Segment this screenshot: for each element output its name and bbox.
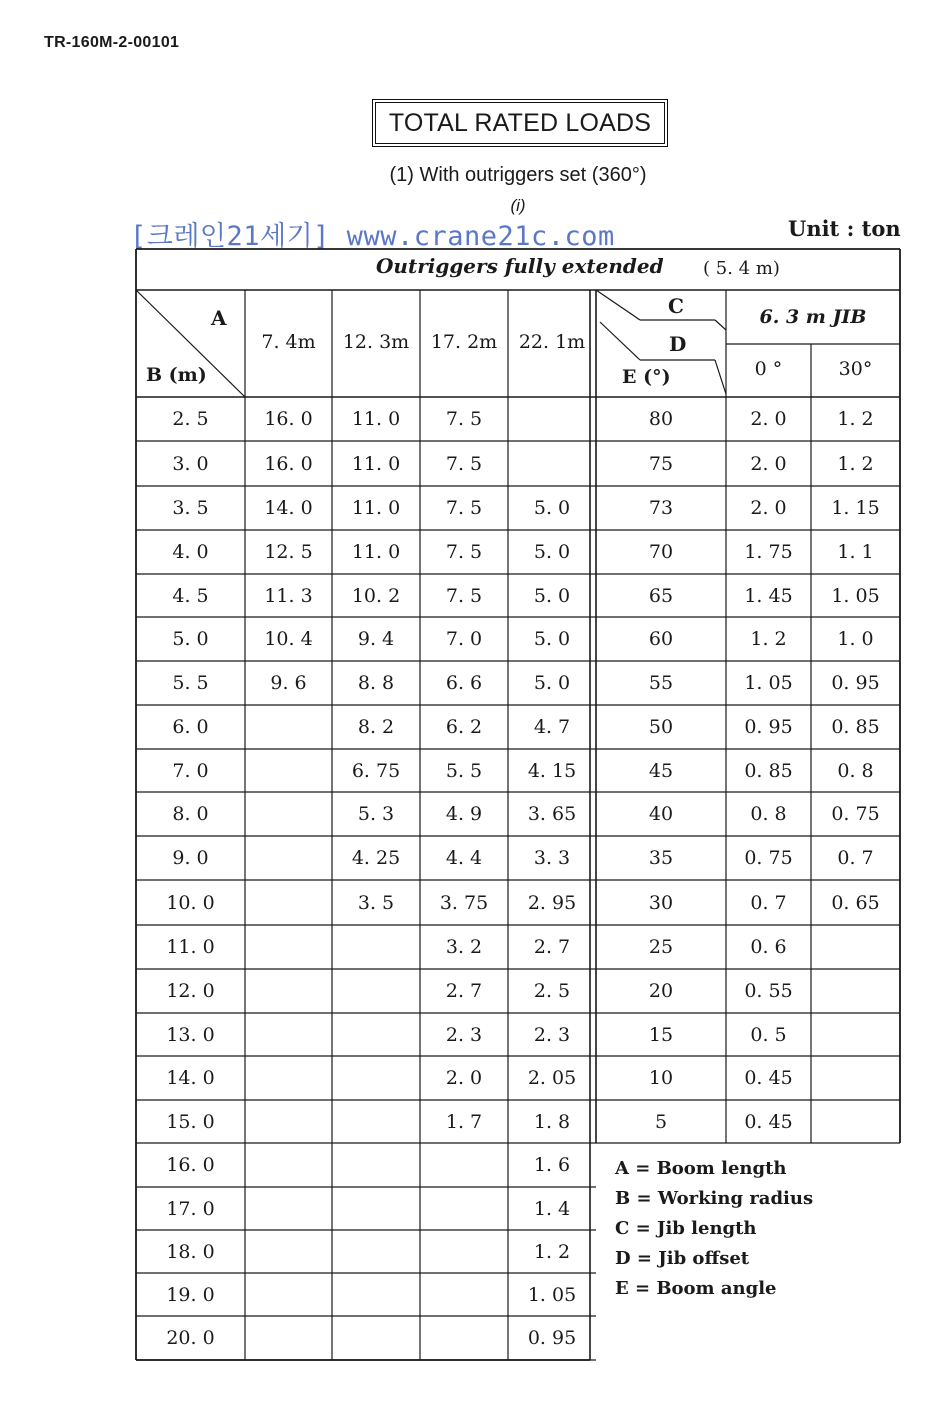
- radius-cell: 16. 0: [166, 1154, 215, 1176]
- load-cell: 3. 3: [533, 847, 571, 869]
- load-cell: [245, 1316, 332, 1360]
- load-cell: [332, 1273, 420, 1316]
- legend-item: E = Boom angle: [615, 1278, 777, 1299]
- outriggers-width: ( 5. 4 m): [703, 258, 780, 279]
- boom-length-header: 12. 3m: [342, 331, 410, 353]
- boom-angle-cell: 70: [648, 541, 674, 563]
- boom-angle-cell: 35: [648, 847, 674, 869]
- document-id: TR-160M-2-00101: [44, 34, 180, 51]
- legend-item: B = Working radius: [615, 1188, 814, 1209]
- load-cell: 0. 95: [527, 1327, 577, 1349]
- load-cell: 1. 05: [527, 1283, 577, 1306]
- radius-cell: 13. 0: [166, 1023, 215, 1046]
- legend-item: D = Jib offset: [615, 1248, 750, 1269]
- load-cell: 3. 65: [527, 803, 577, 825]
- jib-load-cell: 0. 75: [831, 803, 880, 825]
- load-cell: 1. 4: [533, 1197, 571, 1220]
- jib-load-cell: 0. 8: [750, 803, 787, 825]
- jib-load-cell: 1. 2: [837, 408, 874, 430]
- load-cell: [332, 969, 420, 1013]
- load-cell: [332, 1013, 420, 1056]
- radius-cell: 5. 0: [172, 628, 209, 650]
- load-cell: 1. 6: [533, 1154, 571, 1176]
- jib-load-cell: 0. 85: [744, 759, 793, 782]
- load-cell: 11. 0: [351, 452, 401, 475]
- boom-angle-cell: 75: [648, 452, 674, 475]
- boom-angle-cell: 55: [648, 672, 674, 694]
- outriggers-header: Outriggers fully extended: [376, 254, 664, 278]
- load-cell: 2. 95: [527, 891, 577, 914]
- jib-load-cell: 1. 2: [837, 452, 874, 475]
- load-cell: 4. 15: [527, 759, 577, 782]
- watermark: [크레인21세기] www.crane21c.com: [130, 221, 615, 252]
- load-cell: 1. 8: [533, 1110, 571, 1133]
- load-cell: 9. 6: [270, 672, 307, 694]
- subtitle: (1) With outriggers set (360°): [389, 164, 647, 186]
- jib-load-cell: 0. 45: [744, 1067, 793, 1089]
- jib-load-cell: [811, 1056, 900, 1100]
- jib-load-cell: 1. 0: [837, 628, 874, 650]
- load-cell: [420, 1143, 508, 1187]
- radius-cell: 18. 0: [166, 1240, 215, 1263]
- load-cell: 7. 0: [445, 628, 483, 650]
- load-cell: 1. 7: [445, 1110, 483, 1133]
- load-cell: 5. 0: [533, 541, 571, 563]
- radius-cell: 10. 0: [166, 891, 215, 914]
- load-cell: 5. 0: [533, 497, 571, 519]
- jib-load-cell: 0. 8: [837, 759, 874, 782]
- jib-load-cell: 2. 0: [750, 408, 787, 430]
- load-cell: 1. 2: [533, 1240, 571, 1263]
- boom-length-header: 22. 1m: [518, 331, 586, 353]
- boom-angle-cell: 5: [654, 1110, 668, 1133]
- load-cell: 7. 5: [445, 408, 483, 430]
- jib-load-cell: 0. 65: [831, 891, 880, 914]
- load-cell: 5. 5: [445, 759, 483, 782]
- boom-angle-cell: 25: [648, 936, 674, 958]
- load-cell: 4. 9: [445, 803, 483, 825]
- boom-angle-cell: 40: [648, 803, 674, 825]
- radius-cell: 14. 0: [166, 1067, 215, 1089]
- jib-load-cell: 0. 95: [831, 672, 880, 694]
- load-cell: 6. 6: [445, 672, 483, 694]
- load-cell: 4. 4: [445, 847, 483, 869]
- load-cell: 10. 4: [264, 628, 313, 650]
- jib-load-cell: 1. 45: [744, 584, 793, 607]
- load-cell: 2. 7: [533, 936, 571, 958]
- jib-load-cell: 0. 7: [750, 891, 787, 914]
- jib-load-cell: 1. 15: [831, 497, 880, 519]
- load-cell: [245, 925, 332, 969]
- legend-item: A = Boom length: [615, 1158, 787, 1179]
- c-label: C: [668, 294, 684, 318]
- jib-load-cell: 0. 75: [744, 847, 793, 869]
- load-cell: [245, 969, 332, 1013]
- load-cell: 6. 2: [445, 716, 483, 738]
- load-cell: [508, 441, 596, 486]
- load-cell: 2. 5: [533, 980, 571, 1002]
- load-cell: 11. 0: [351, 497, 401, 519]
- load-cell: [245, 1013, 332, 1056]
- load-cell: [420, 1230, 508, 1273]
- radius-cell: 8. 0: [172, 803, 209, 825]
- jib-load-cell: 2. 0: [750, 452, 787, 475]
- radius-cell: 3. 5: [172, 497, 209, 519]
- load-cell: 5. 0: [533, 672, 571, 694]
- load-cell: [245, 749, 332, 792]
- load-cell: 2. 3: [445, 1023, 483, 1046]
- load-cell: 3. 75: [439, 891, 489, 914]
- radius-cell: 17. 0: [166, 1197, 215, 1220]
- load-cell: 2. 3: [533, 1023, 571, 1046]
- jib-load-cell: [811, 1100, 900, 1143]
- d-label: D: [669, 332, 687, 356]
- load-cell: [332, 925, 420, 969]
- jib-load-cell: 0. 45: [744, 1110, 793, 1133]
- load-cell: 5. 0: [533, 584, 571, 607]
- load-cell: [245, 705, 332, 749]
- jib-load-cell: 1. 05: [831, 584, 880, 607]
- sub-index: (i): [510, 196, 526, 215]
- radius-cell: 2. 5: [172, 408, 209, 430]
- boom-angle-cell: 30: [648, 891, 674, 914]
- jib-load-cell: 0. 5: [750, 1023, 787, 1046]
- jib-load-cell: 2. 0: [750, 497, 787, 519]
- load-cell: [332, 1316, 420, 1360]
- load-cell: 16. 0: [264, 452, 313, 475]
- load-cell: 12. 5: [264, 541, 313, 563]
- load-cell: [245, 792, 332, 836]
- jib-load-cell: 0. 6: [750, 936, 787, 958]
- load-cell: 7. 5: [445, 541, 483, 563]
- load-cell: [245, 836, 332, 880]
- radius-cell: 11. 0: [166, 936, 215, 958]
- load-cell: 7. 5: [445, 452, 483, 475]
- jib-load-cell: 0. 55: [744, 980, 793, 1002]
- boom-angle-cell: 20: [648, 980, 674, 1002]
- b-label: B (m): [146, 364, 207, 386]
- page-title: TOTAL RATED LOADS: [372, 99, 668, 147]
- jib-load-cell: [811, 969, 900, 1013]
- radius-cell: 12. 0: [166, 980, 215, 1002]
- jib-load-cell: 1. 75: [744, 541, 793, 563]
- load-cell: [420, 1273, 508, 1316]
- load-cell: 7. 5: [445, 584, 483, 607]
- boom-length-header: 7. 4m: [261, 331, 316, 353]
- load-cell: [508, 397, 596, 441]
- load-cell: 3. 2: [445, 936, 483, 958]
- a-label: A: [211, 306, 227, 330]
- jib-load-cell: 1. 1: [837, 541, 874, 563]
- jib-load-cell: [811, 1013, 900, 1056]
- load-cell: 6. 75: [351, 759, 401, 782]
- load-cell: [332, 1143, 420, 1187]
- load-cell: [245, 880, 332, 925]
- load-cell: 3. 5: [357, 891, 395, 914]
- boom-length-header: 17. 2m: [430, 331, 498, 353]
- load-cell: [245, 1273, 332, 1316]
- e-label: E (°): [622, 366, 671, 388]
- load-cell: [245, 1143, 332, 1187]
- load-cell: 10. 2: [351, 584, 401, 607]
- radius-cell: 19. 0: [166, 1283, 215, 1306]
- radius-cell: 6. 0: [172, 716, 209, 738]
- load-cell: 8. 8: [357, 672, 395, 694]
- radius-cell: 4. 0: [172, 541, 209, 563]
- radius-cell: 9. 0: [172, 847, 209, 869]
- load-cell: [420, 1187, 508, 1230]
- load-cell: 9. 4: [357, 628, 395, 650]
- load-cell: 2. 7: [445, 980, 483, 1002]
- load-cell: 11. 0: [351, 541, 401, 563]
- load-cell: 2. 05: [527, 1067, 577, 1089]
- jib-length-header: 6. 3 m JIB: [759, 306, 867, 328]
- radius-cell: 7. 0: [172, 759, 209, 782]
- boom-angle-cell: 65: [648, 584, 674, 607]
- boom-angle-cell: 10: [648, 1067, 674, 1089]
- load-cell: [332, 1187, 420, 1230]
- radius-cell: 15. 0: [166, 1110, 215, 1133]
- load-cell: [420, 1316, 508, 1360]
- boom-angle-cell: 45: [648, 759, 674, 782]
- load-cell: [332, 1230, 420, 1273]
- load-cell: 7. 5: [445, 497, 483, 519]
- legend: [615, 1154, 813, 1304]
- load-cell: [332, 1100, 420, 1143]
- load-cell: 11. 0: [351, 408, 401, 430]
- load-cell: 2. 0: [445, 1067, 483, 1089]
- legend-item: C = Jib length: [615, 1218, 757, 1239]
- load-cell: 16. 0: [264, 408, 313, 430]
- load-cell: 14. 0: [264, 497, 313, 519]
- boom-angle-cell: 15: [648, 1023, 674, 1046]
- jib-load-cell: [811, 925, 900, 969]
- load-cell: 8. 2: [357, 716, 395, 738]
- load-cell: 5. 3: [357, 803, 395, 825]
- load-cell: 4. 25: [351, 847, 401, 869]
- load-cell: [332, 1056, 420, 1100]
- jib-offset-header: 30°: [838, 358, 873, 380]
- load-cell: 4. 7: [533, 716, 571, 738]
- boom-angle-cell: 73: [648, 497, 674, 519]
- jib-load-cell: 1. 05: [744, 672, 793, 694]
- radius-cell: 3. 0: [172, 452, 209, 475]
- jib-load-cell: 1. 2: [750, 628, 787, 650]
- boom-angle-cell: 80: [648, 408, 674, 430]
- jib-load-cell: 0. 7: [837, 847, 874, 869]
- load-cell: 5. 0: [533, 628, 571, 650]
- radius-cell: 20. 0: [166, 1327, 215, 1349]
- radius-cell: 4. 5: [172, 584, 209, 607]
- load-cell: 11. 3: [264, 584, 313, 607]
- load-cell: [245, 1230, 332, 1273]
- radius-cell: 5. 5: [172, 672, 209, 694]
- load-cell: [245, 1100, 332, 1143]
- unit-label: Unit : ton: [788, 216, 901, 241]
- load-cell: [245, 1187, 332, 1230]
- jib-offset-header: 0 °: [754, 358, 783, 380]
- jib-load-cell: 0. 85: [831, 716, 880, 738]
- load-cell: [245, 1056, 332, 1100]
- boom-angle-cell: 50: [648, 716, 674, 738]
- boom-angle-cell: 60: [648, 628, 674, 650]
- jib-load-cell: 0. 95: [744, 716, 793, 738]
